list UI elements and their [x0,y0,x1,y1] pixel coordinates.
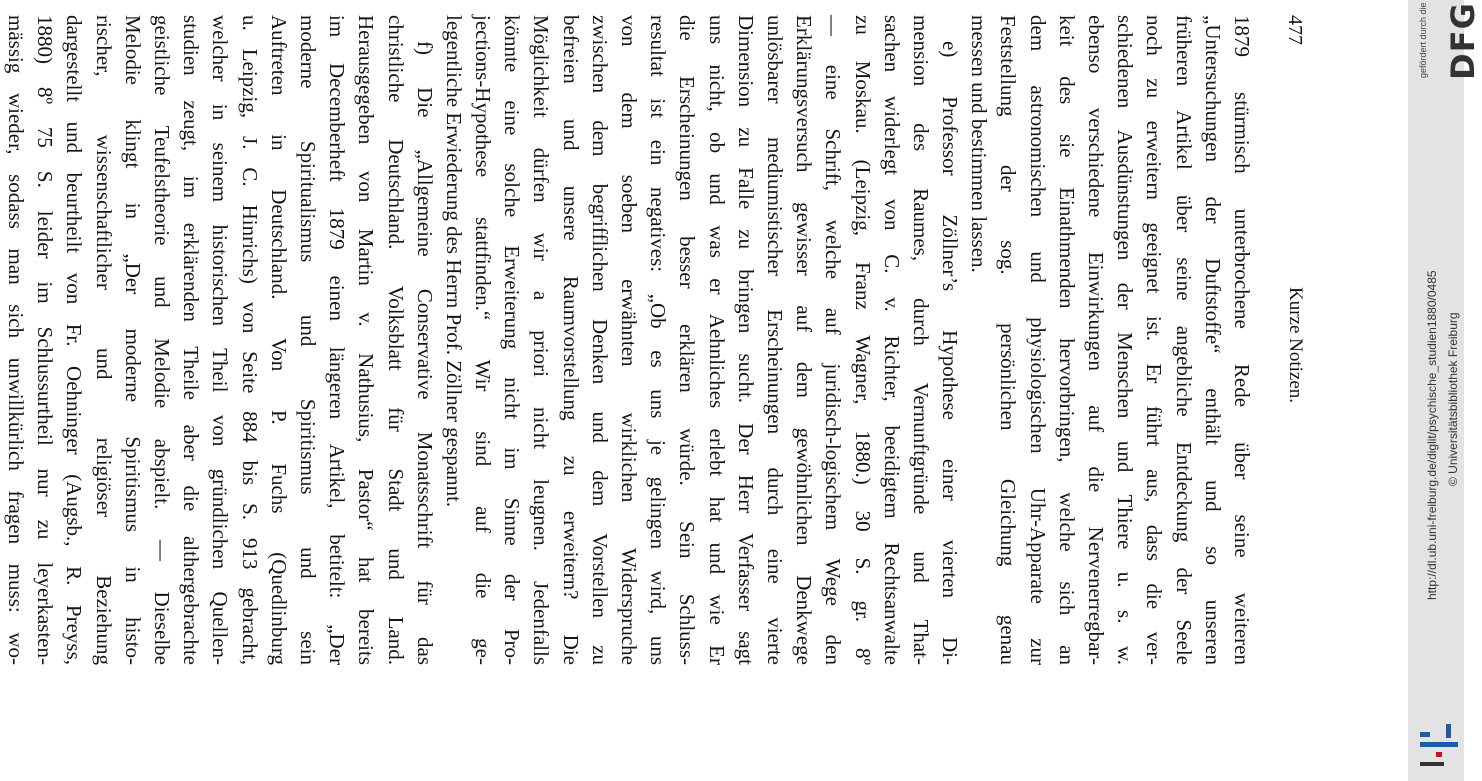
text-line: Erklärungsversuch gewisser auf dem gewöhnlichen Denkwege [792,15,817,665]
text-line: resultat ist ein negatives: „Ob es uns je gelingen wird, uns [646,15,671,665]
text-line: ebenso verschiedene Einwirkungen auf die Nervenerregbar- [1084,15,1109,665]
page-number: 477 [1284,15,1306,45]
text-line: moderne Spiritualismus und Spiritismus und sein [296,15,320,665]
text-line: welcher in seinem historischen Theil von gründlichen Quellen- [208,15,233,665]
text-line: früheren Artikel über seine angebliche Entdeckung der Seele [1171,15,1196,665]
text-line: Möglichkeit dürfen wir a priori nicht leugnen. Jedenfalls [529,15,554,665]
text-line: 1879 stürmisch unterbrochene Rede über seine weiteren [1230,15,1254,665]
text-line: — eine Schrift, welche auf juridisch-logischem Wege den [821,15,846,665]
text-line: die Erscheinungen besser erklären würde. Sein Schluss- [675,15,700,665]
text-line: rischer, wissenschaftlicher und religiöser Beziehung [91,15,116,665]
text-line: Melodie klingt in „Der moderne Spiritismus in histo- [120,15,145,665]
body-text [0,15,1256,665]
text-line: sachen widerlegt von C. v. Richter, beeidigtem Rechtsanwalte [879,15,904,665]
running-head: Kurze Notizen. [1285,286,1306,404]
text-line: „Untersuchungen der Duftstoffe“ enthält und so unseren [1200,15,1225,665]
text-line [0,15,1,665]
text-line: f) Die „Allgemeine Conservative Monatsschrift für das [412,41,437,665]
text-line: studien zeugt, im erklärenden Theile aber die althergebrachte [179,15,204,665]
rotated-page [4,15,1306,675]
text-line: mässig wieder, sodass man sich unwillkürlich fragen muss: wo- [4,15,29,665]
text-line: dargestellt und beurtheilt von Fr. Oehninger (Augsb., R. Preyss, [62,15,87,665]
text-line: geistliche Teufelstheorie und Melodie abspielt. — Dieselbe [150,15,175,665]
text-line: 1880) 8º 75 S. leider im Schlussurtheil nur zu leyerkasten- [33,15,58,665]
page-header [1272,15,1306,675]
text-line: im Decemberheft 1879 einen längeren Artikel, betitelt: „Der [325,15,350,665]
dfg-mark-icon [1416,718,1462,778]
text-line: christliche Deutschland. Volksblatt für Stadt und Land. [383,15,408,665]
text-line: Herausgegeben von Martin v. Nathusius, Pastor“ hat bereits [354,15,379,665]
text-line: e) Professor Zöllner’s Hypothese einer vierten Di- [938,41,963,665]
text-line: könnte eine solche Erweiterung nicht im Sinne der Pro- [500,15,525,665]
text-line: Feststellung der sog. persönlichen Gleichung genau [996,15,1021,665]
text-line: dem astronomischen und physiologischen Uhr-Apparate zur [1025,15,1050,665]
dfg-logo-text: DFG [1443,2,1482,80]
text-line: Dimension zu Falle zu bringen sucht. Der Herr Verfasser sagt [733,15,758,665]
text-line: u. Leipzig, J. C. Hinrichs) von Seite 884 bis S. 913 gebracht, [237,15,262,665]
source-url[interactable]: http://dl.ub.uni-freiburg.de/diglit/psychische_studien1880/0485 [1425,270,1439,600]
text-line: Auftreten in Deutschland. Von P. Fuchs (Quedlinburg [266,15,291,665]
text-line: zu Moskau. (Leipzig, Franz Wagner, 1880.) 30 S. gr. 8º [850,15,875,665]
text-line: mension des Raumes, durch Vernunftgründe und That- [908,15,933,665]
text-line: jections-Hypothese stattfinden.“ Wir sind auf die ge- [471,15,496,665]
text-line: von dem soeben erwähnten wirklichen Widerspruche [617,15,642,665]
text-line: keit des sie Einathmenden hervorbringen, welche sich an [1054,15,1079,665]
copyright-notice: © Universitätsbibliothek Freiburg [1446,312,1460,486]
text-line: befreien und unsere Raumvorstellung zu erweitern? Die [558,15,583,665]
text-line: messen und bestimmen lassen. [967,15,992,273]
text-line: legentliche Erwiederung des Herrn Prof. Zöllner gespannt. [441,15,466,508]
text-line: unlösbarer mediumistischer Erscheinungen durch eine vierte [763,15,787,665]
funding-note: gefördert durch die [1418,2,1428,78]
text-line: schiedenen Ausdünstungen der Menschen und Thiere u. s. w. [1113,15,1138,665]
text-line: uns nicht, ob und was er Aehnliches erlebt hat und wie Er [704,15,729,665]
text-line: zwischen dem begrifflichen Denken und dem Vorstellen zu [587,15,612,665]
text-line: noch zu erweitern geeignet ist. Er führt aus, dass die ver- [1142,15,1167,665]
